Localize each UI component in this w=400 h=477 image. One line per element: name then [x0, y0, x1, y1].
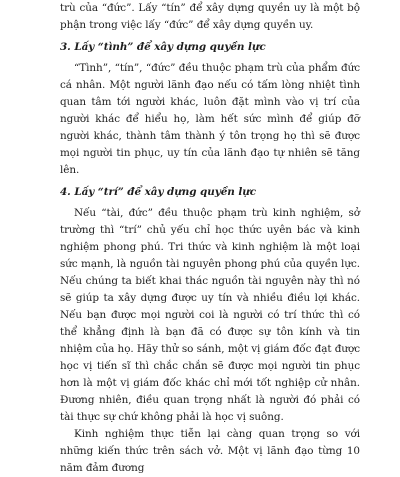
paragraph-section-3: “Tình”, “tín”, “đức” đều thuộc phạm trù của phẩm đức cá nhân. Một người lãnh đạo nếu có tấm lòng nhiệt tình quan tâm tới người khác, luôn đặt mình vào vị trí của người khác để hiểu họ, làm hết sức mình để giúp đỡ người khác, thành tâm thành ý tôn trọng họ thì sẽ được mọi người tin phục, uy tín của lãnh đạo tự nhiên sẽ tăng lên. — [60, 62, 360, 176]
document-page — [60, 0, 360, 477]
paragraph-section-4a: Nếu “tài, đức” đều thuộc phạm trù kinh nghiệm, sở trường thì “trí” chủ yếu chỉ học thức uyên bác và kinh nghiệm phong phú. Tri thức và kinh nghiệm là một loại sức mạnh, là nguồn tài nguyên phong phú của quyền lực. Nếu chúng ta biết khai thác nguồn tài nguyên này thì nó sẽ giúp ta xây dựng được uy tín và nhiều điều lợi khác. Nếu bạn được mọi người coi là người có trí thức thì có thể khẳng định là bạn đã có được sự tôn kính và tin nhiệm của họ. Hãy thử so sánh, một vị giám đốc đạt được học vị tiến sĩ thì chắc chắn sẽ được mọi người tin phục hơn là một vị giám đốc khác chỉ mới tốt nghiệp cử nhân. Đương nhiên, điều quan trọng nhất là người đó phải có tài thực sự chứ không phải là học vị suông. — [60, 207, 360, 423]
section-heading-4: 4. Lấy “trí” để xây dựng quyền lực — [60, 186, 257, 198]
section-heading-3: 3. Lấy “tình” để xây dựng quyền lực — [60, 41, 266, 53]
paragraph-intro: trù của “đức”. Lấy “tín” để xây dựng quyền uy là một bộ phận trong việc lấy “đức” để xây dựng quyền uy. — [60, 2, 360, 31]
paragraph-section-4b: Kinh nghiệm thực tiễn lại càng quan trọng so với những kiến thức trên sách vở. Một vị lãnh đạo từng 10 năm đảm đương — [60, 428, 360, 474]
